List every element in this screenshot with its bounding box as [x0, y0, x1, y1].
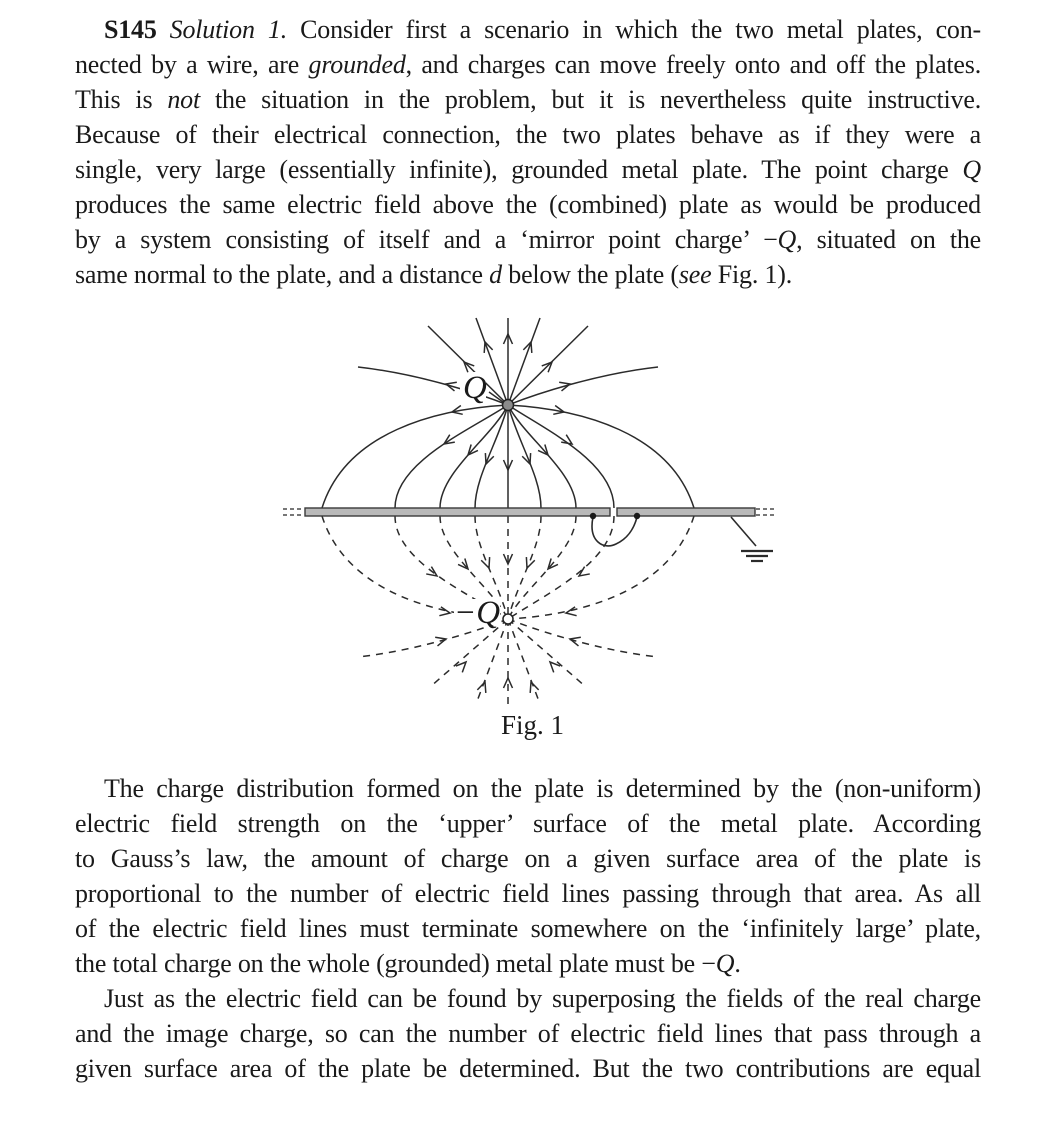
- text-line: [75, 806, 981, 841]
- text-segment: below the plate (: [501, 260, 679, 289]
- text-segment: Fig. 1).: [711, 260, 793, 289]
- text-segment: −: [701, 949, 716, 978]
- label-top-charge: Q: [463, 370, 487, 406]
- text-segment: by a system consisting of itself and a ‘mirror point charge’: [75, 225, 764, 254]
- ground-icon: [731, 517, 773, 561]
- text-line: [75, 222, 981, 257]
- text-segment: Just as the electric field can be found by superposing the fields of the real charge: [104, 984, 981, 1013]
- figure-1: [270, 312, 795, 717]
- text-segment: see: [678, 260, 712, 289]
- paragraph-block-intro: [75, 12, 981, 292]
- text-segment: nected by a wire, are: [75, 50, 309, 79]
- text-segment: , and charges can move freely onto and off the plates.: [405, 50, 981, 79]
- text-segment: S145: [104, 15, 157, 44]
- text-line: [75, 47, 981, 82]
- text-segment: same normal to the plate, and a distance: [75, 260, 490, 289]
- text-line: [75, 152, 981, 187]
- text-segment: Consider first a scenario in which the two metal plates, con-: [287, 15, 981, 44]
- text-segment: proportional to the number of electric field lines passing through that area. As all: [75, 879, 981, 908]
- text-line: [75, 876, 981, 911]
- text-line: [75, 1051, 981, 1086]
- text-segment: Solution 1.: [169, 15, 287, 44]
- text-segment: Q: [715, 949, 735, 978]
- text-line: [75, 117, 981, 152]
- text-line: [75, 946, 981, 981]
- text-segment: produces the same electric field above the (combined) plate as would be produced: [75, 190, 981, 219]
- charge-negq-dot: [503, 614, 513, 624]
- text-segment: given surface area of the plate be determined. But the two contributions are equal: [75, 1054, 981, 1083]
- figure-caption: Fig. 1: [500, 710, 565, 740]
- text-segment: .: [734, 949, 741, 978]
- text-segment: electric field strength on the ‘upper’ surface of the metal plate. According: [75, 809, 981, 838]
- text-segment: This is: [75, 85, 168, 114]
- text-line: [75, 82, 981, 117]
- text-line: [75, 1016, 981, 1051]
- text-line: [75, 841, 981, 876]
- charge-q-dot: [503, 400, 514, 411]
- text-segment: Because of their electrical connection, the two plates behave as if they were a: [75, 120, 981, 149]
- text-line: [75, 187, 981, 222]
- text-segment: Q: [962, 155, 981, 184]
- text-segment: and the image charge, so can the number of electric field lines that pass through a: [75, 1019, 981, 1048]
- text-segment: , situated on the: [796, 225, 982, 254]
- text-line: [75, 257, 981, 292]
- text-segment: Q: [777, 225, 797, 254]
- text-line: [75, 771, 981, 806]
- text-segment: of the electric field lines must terminate somewhere on the ‘infinitely large’ plate,: [75, 914, 981, 943]
- connecting-wire: [590, 513, 640, 546]
- text-segment: not: [167, 85, 200, 114]
- text-line: [75, 981, 981, 1016]
- metal-plate: [283, 508, 777, 516]
- paragraph-block-discussion: [75, 771, 981, 1086]
- text-segment: grounded: [308, 50, 406, 79]
- field-lines-solid: [322, 318, 694, 508]
- figure-1-diagram: [270, 312, 795, 717]
- text-segment: −: [763, 225, 778, 254]
- label-mirror-charge: −Q: [454, 595, 501, 631]
- text-segment: the total charge on the whole (grounded) metal plate must be: [75, 949, 702, 978]
- text-segment: single, very large (essentially infinite), grounded metal plate. The point charge: [75, 155, 963, 184]
- text-segment: d: [489, 260, 502, 289]
- text-segment: to Gauss’s law, the amount of charge on a given surface area of the plate is: [75, 844, 981, 873]
- text-segment: The charge distribution formed on the plate is determined by the (non-uniform): [104, 774, 981, 803]
- text-line: [75, 12, 981, 47]
- text-segment: the situation in the problem, but it is nevertheless quite instructive.: [200, 85, 981, 114]
- text-line: [75, 911, 981, 946]
